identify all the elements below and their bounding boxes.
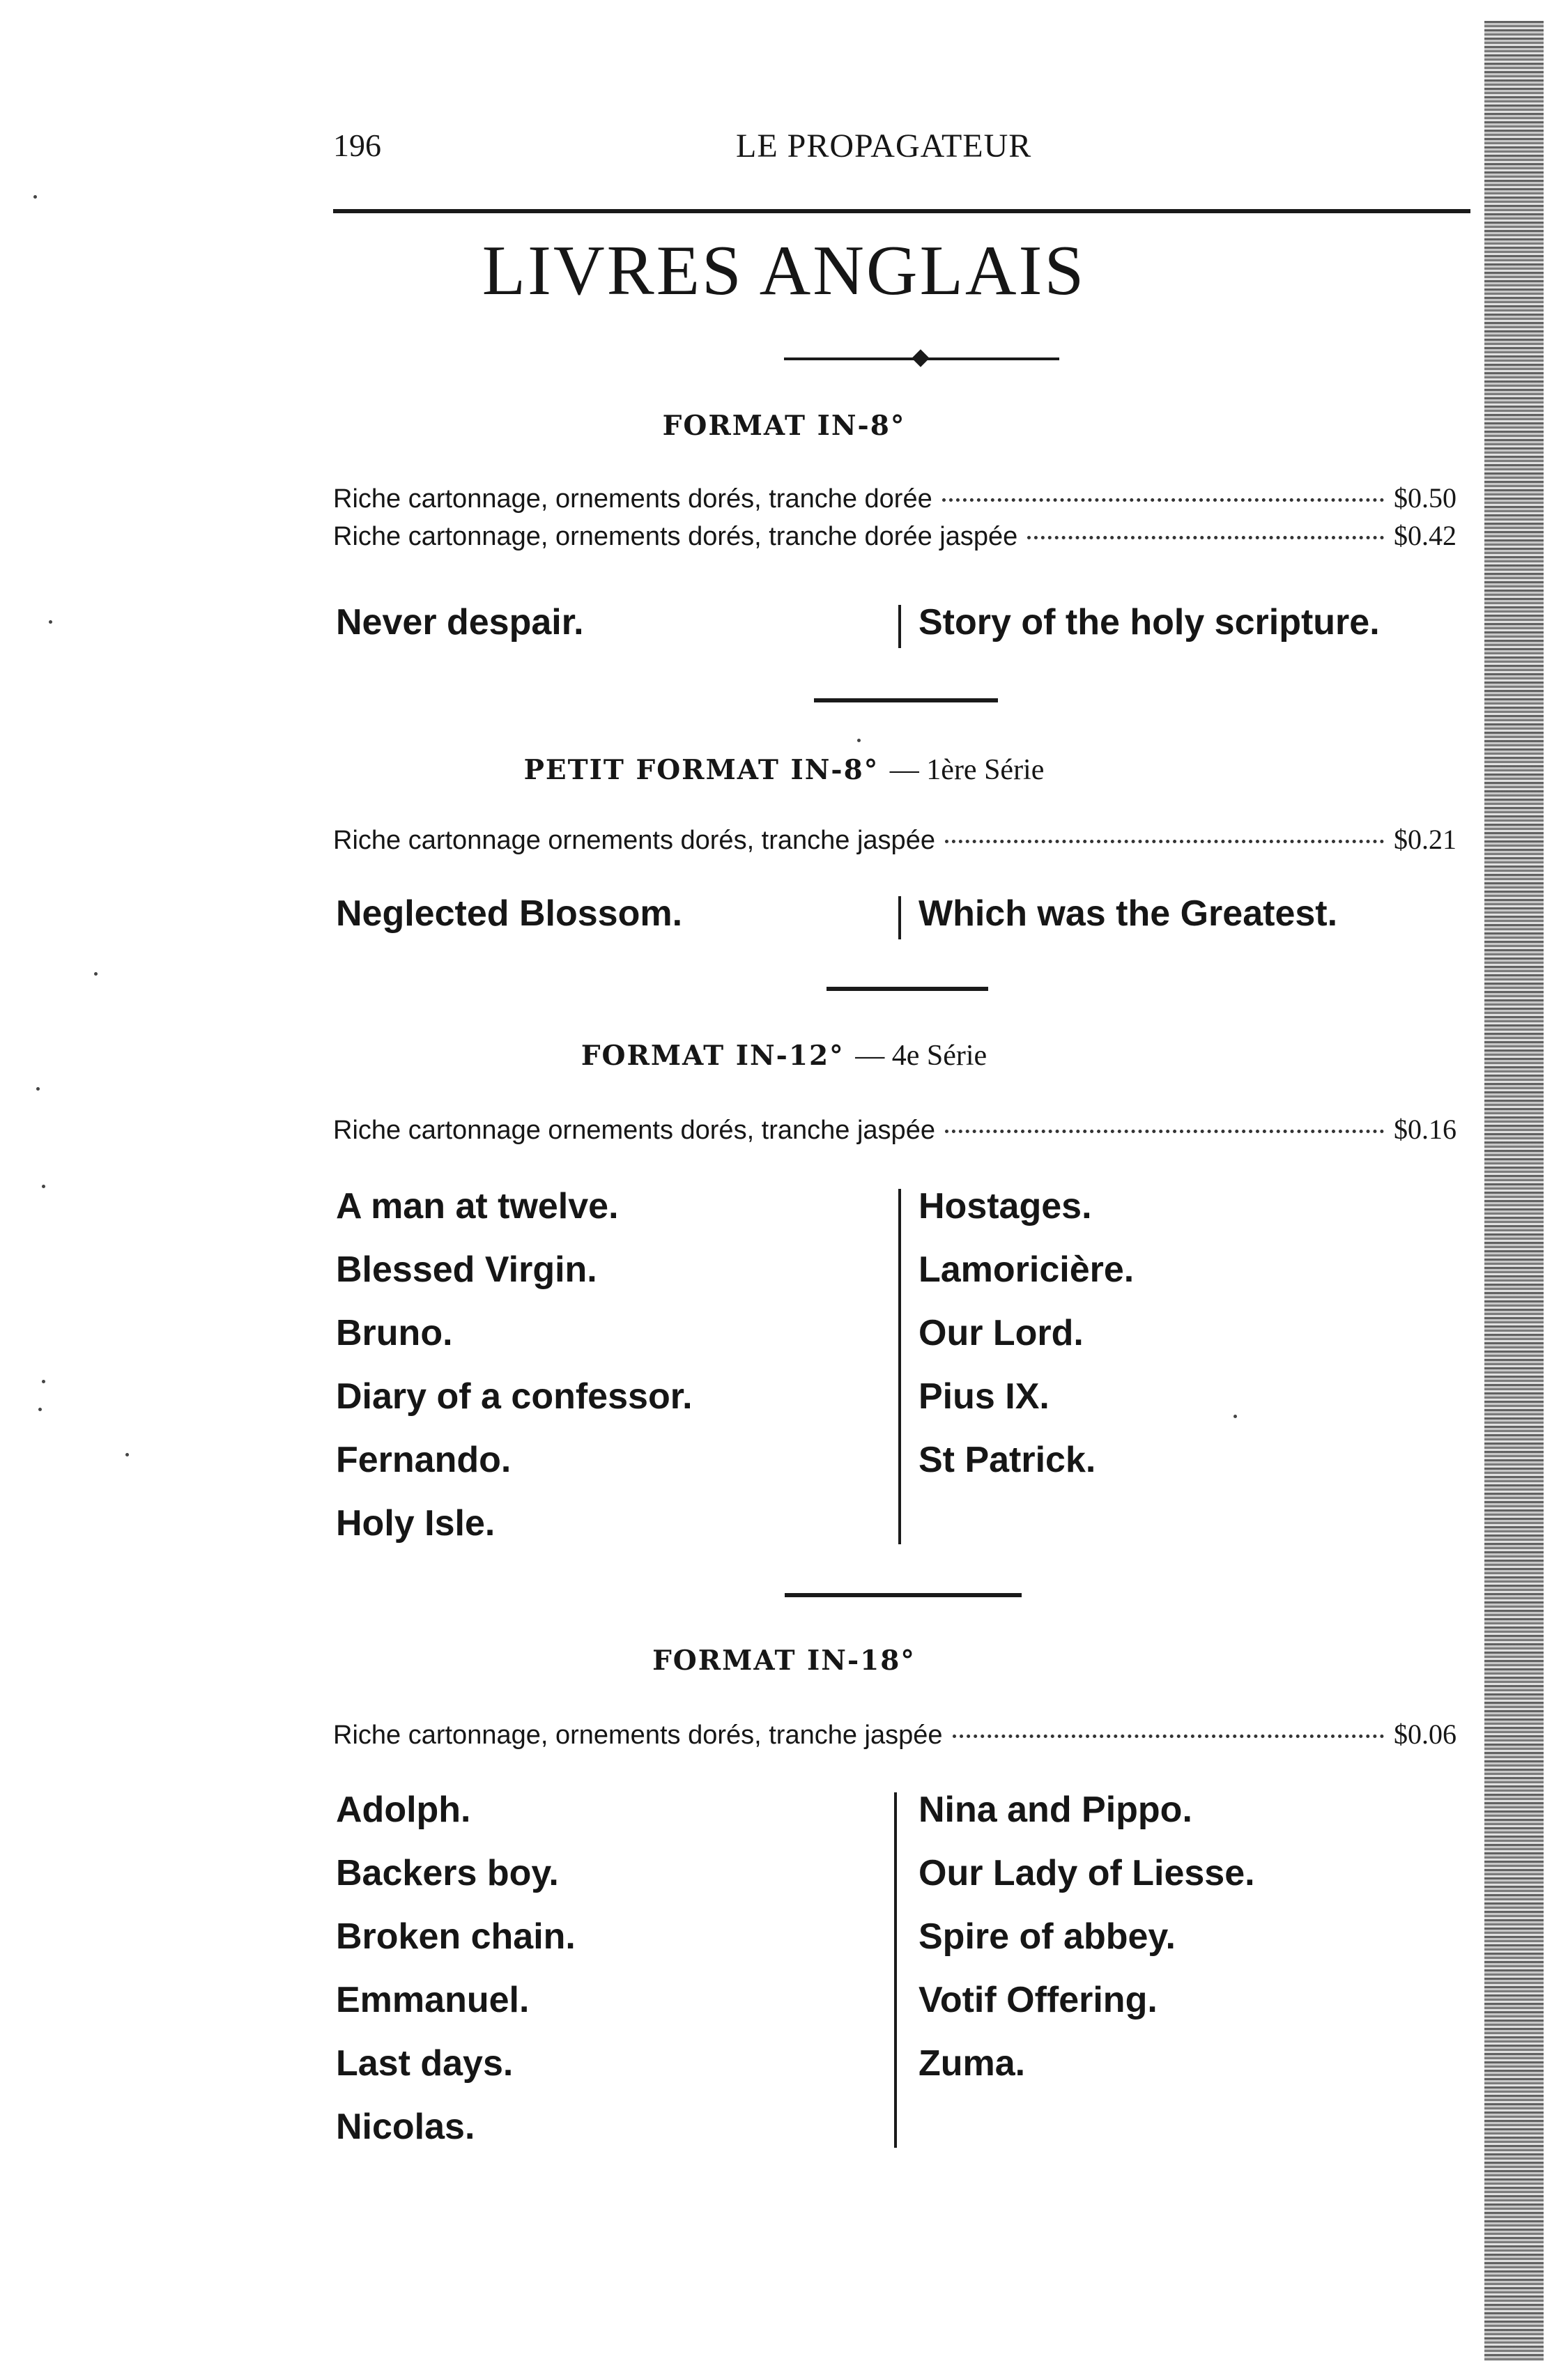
- book-title: Bruno.: [336, 1313, 453, 1353]
- title-list-left: [336, 882, 682, 946]
- title-list-left: [336, 1778, 576, 2159]
- price-line-description: Riche cartonnage, ornements dorés, tranche dorée: [333, 484, 932, 514]
- price-line: [333, 1717, 1456, 1752]
- ornament-diamond: [912, 349, 929, 367]
- price-line: [333, 481, 1456, 516]
- page-title: LIVRES ANGLAIS: [482, 231, 1086, 310]
- price-line-description: Riche cartonnage ornements dorés, tranche jaspée: [333, 1116, 935, 1145]
- book-title: Hostages.: [918, 1186, 1092, 1226]
- book-title: Emmanuel.: [336, 1980, 530, 2020]
- price-line: [333, 1112, 1456, 1147]
- book-title: Diary of a confessor.: [336, 1376, 693, 1417]
- column-divider: [894, 1792, 897, 2148]
- book-title: Story of the holy scripture.: [918, 602, 1380, 643]
- book-title: Fernando.: [336, 1440, 512, 1480]
- price-line: [333, 822, 1456, 857]
- section-heading-text: PETIT FORMAT IN-8°: [523, 754, 879, 786]
- section-heading-in12: [0, 1041, 1568, 1070]
- book-title: Pius IX.: [918, 1376, 1050, 1417]
- book-title: Holy Isle.: [336, 1503, 495, 1544]
- book-title: Spire of abbey.: [918, 1916, 1176, 1957]
- section-separator: [814, 698, 998, 702]
- price-value: $0.06: [1394, 1718, 1456, 1750]
- book-title: Our Lord.: [918, 1313, 1084, 1353]
- book-title: A man at twelve.: [336, 1186, 619, 1226]
- leader-dots: [945, 1130, 1384, 1133]
- section-separator: [785, 1593, 1022, 1597]
- section-heading-text: FORMAT IN-18°: [652, 1645, 916, 1677]
- price-line-description: Riche cartonnage, ornements dorés, tranche dorée jaspée: [333, 522, 1018, 551]
- section-series-label: — 1ère Série: [889, 754, 1045, 786]
- section-heading-in18: [0, 1647, 1568, 1675]
- page-number: 196: [333, 128, 381, 163]
- book-title: Adolph.: [336, 1790, 471, 1830]
- book-title: Blessed Virgin.: [336, 1249, 597, 1290]
- book-title: Which was the Greatest.: [918, 893, 1338, 934]
- book-title: Last days.: [336, 2043, 514, 2084]
- running-header: [333, 127, 1470, 176]
- price-line-description: Riche cartonnage ornements dorés, tranche jaspée: [333, 826, 935, 855]
- leader-dots: [953, 1735, 1384, 1738]
- section-separator: [827, 987, 988, 991]
- title-list-left: [336, 591, 584, 654]
- section-heading-in8: [0, 410, 1568, 442]
- running-title: LE PROPAGATEUR: [736, 128, 1032, 164]
- title-list-right: [918, 591, 1380, 654]
- price-value: $0.21: [1394, 824, 1456, 855]
- price-line-description: Riche cartonnage, ornements dorés, tranche jaspée: [333, 1721, 943, 1750]
- price-value: $0.42: [1394, 520, 1456, 551]
- title-list-right: [918, 882, 1337, 946]
- section-series-label: — 4e Série: [855, 1040, 987, 1072]
- title-list-right: [918, 1778, 1255, 2095]
- book-title: Our Lady of Liesse.: [918, 1853, 1255, 1893]
- header-rule: [333, 209, 1470, 213]
- book-title: St Patrick.: [918, 1440, 1096, 1480]
- price-value: $0.50: [1394, 482, 1456, 514]
- section-heading-petit-in8: [0, 755, 1568, 785]
- title-list-right: [918, 1175, 1134, 1492]
- book-title: Nicolas.: [336, 2107, 475, 2147]
- book-title: Never despair.: [336, 602, 584, 643]
- book-title: Votif Offering.: [918, 1980, 1158, 2020]
- book-title: Broken chain.: [336, 1916, 576, 1957]
- book-title: Nina and Pippo.: [918, 1790, 1192, 1830]
- section-heading-text: FORMAT IN-12°: [581, 1040, 845, 1072]
- leader-dots: [1027, 536, 1384, 539]
- title-list-left: [336, 1175, 693, 1555]
- price-line: [333, 518, 1456, 553]
- book-title: Neglected Blossom.: [336, 893, 683, 934]
- book-title: Zuma.: [918, 2043, 1026, 2084]
- column-divider: [898, 1189, 901, 1544]
- column-divider: [898, 605, 901, 648]
- price-value: $0.16: [1394, 1114, 1456, 1145]
- scanned-page-edge: [1484, 21, 1544, 2361]
- column-divider: [898, 896, 901, 939]
- book-title: Lamoricière.: [918, 1249, 1135, 1290]
- leader-dots: [945, 840, 1384, 843]
- leader-dots: [942, 498, 1384, 502]
- section-heading-text: FORMAT IN-8°: [662, 410, 906, 442]
- book-title: Backers boy.: [336, 1853, 559, 1893]
